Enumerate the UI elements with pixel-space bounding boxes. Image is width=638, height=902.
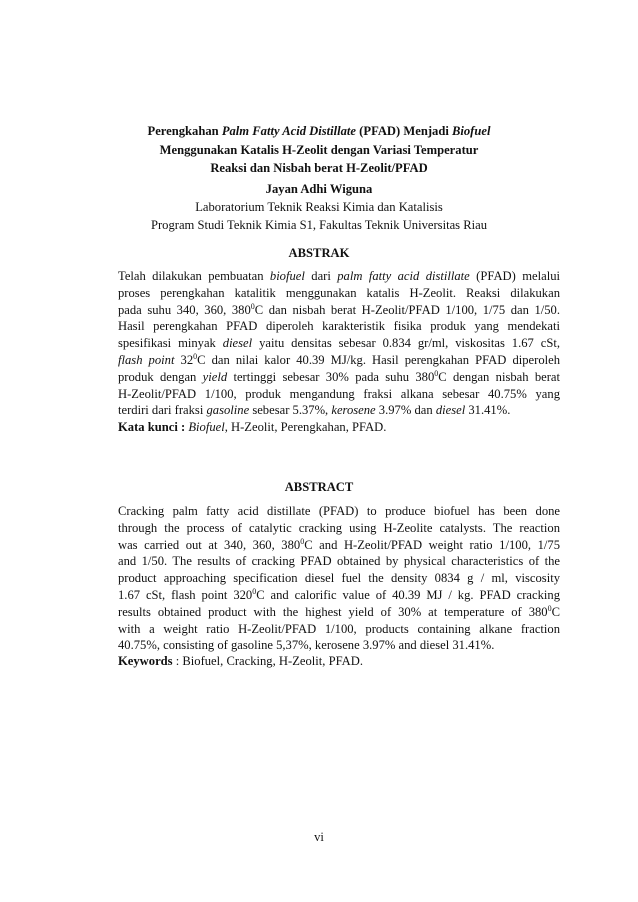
- keywords-label: Keywords: [118, 654, 173, 668]
- abstract-line: with a weight ratio H-Zeolit/PFAD 1/100, products containing alkane fraction: [118, 621, 560, 636]
- abstract-line: Cracking palm fatty acid distillate (PFAD) to produce biofuel has been done: [118, 504, 560, 518]
- abstrak-line: Hasil perengkahan PFAD diperoleh karakteristik fisika produk yang mendekati: [118, 319, 560, 334]
- abstrak-line: flash point $32^0C$ dan nilai kalor 40.39 MJ/kg. Hasil perengkahan PFAD diperoleh: [118, 351, 561, 367]
- abstract-line: 40.75%, consisting of gasoline 5,37%, kerosene 3.97% and diesel 31.41%.: [118, 638, 495, 653]
- abstract-line: was carried out at 340, 360, $380^0C$ and H-Zeolit/PFAD weight ratio 1/100, 1/75: [118, 536, 560, 552]
- abstract-line: product approaching specification diesel fuel the density 0834 g / ml, viscosity: [118, 571, 560, 586]
- keywords: Keywords : Biofuel, Cracking, H-Zeolit, PFAD.: [118, 654, 363, 668]
- abstrak-line: Telah dilakukan pembuatan biofuel dari palm fatty acid distillate (PFAD) melalui: [118, 269, 560, 283]
- abstract-line: through the process of catalytic cracking using H-Zeolite catalysts. The reaction: [118, 520, 560, 535]
- abstrak-heading: ABSTRAK: [288, 246, 350, 260]
- abstrak-line: pada suhu 340, 360, $380^0C$ dan nisbah berat H-Zeolit/PFAD 1/100, 1/75 dan 1/50.: [118, 301, 560, 317]
- kata-kunci-label: Kata kunci :: [118, 420, 189, 434]
- abstract-heading: ABSTRACT: [284, 480, 354, 494]
- abstract-line: and 1/50. The results of cracking PFAD obtained by physical characteristics of the: [118, 554, 560, 569]
- abstract-body: [118, 503, 560, 654]
- abstrak-line: H-Zeolit/PFAD 1/100, produk mengandung fraksi alkana sebesar 40.75% yang: [118, 386, 560, 401]
- title-line-2: Menggunakan Katalis H-Zeolit dengan Variasi Temperatur: [159, 142, 479, 157]
- abstrak-line: produk dengan yield tertinggi sebesar 30% pada suhu $380^0C$ dengan nisbah berat: [118, 368, 561, 384]
- abstract-line: results obtained product with the highest yield of 30% at temperature of $380^0C$: [118, 603, 560, 619]
- title-line-1: Perengkahan Palm Fatty Acid Distillate (PFAD) Menjadi Biofuel: [147, 124, 491, 138]
- author-lab: Laboratorium Teknik Reaksi Kimia dan Katalisis: [195, 200, 443, 214]
- title-line-3: Reaksi dan Nisbah berat H-Zeolit/PFAD: [210, 161, 428, 175]
- abstrak-line: spesifikasi minyak diesel yaitu densitas sebesar 0.834 gr/ml, viskositas 1.67 cSt,: [118, 336, 560, 351]
- abstrak-body: [118, 268, 560, 419]
- abstract-line: 1.67 cSt, flash point $320^0C$ and calorific value of 40.39 MJ / kg. PFAD cracking: [118, 586, 560, 602]
- author-block: [60, 180, 578, 234]
- author-name: Jayan Adhi Wiguna: [265, 182, 373, 196]
- abstrak-line: terdiri dari fraksi gasoline sebesar 5.37%, kerosene 3.97% dan diesel 31.41%.: [118, 403, 511, 418]
- page-number: vi: [314, 830, 324, 844]
- kata-kunci: Kata kunci : Biofuel, H-Zeolit, Perengkahan, PFAD.: [118, 420, 387, 434]
- abstrak-line: proses perengkahan katalitik menggunakan katalis H-Zeolit. Reaksi dilakukan: [118, 285, 560, 300]
- author-program: Program Studi Teknik Kimia S1, Fakultas Teknik Universitas Riau: [150, 218, 488, 232]
- paper-title: [100, 122, 538, 178]
